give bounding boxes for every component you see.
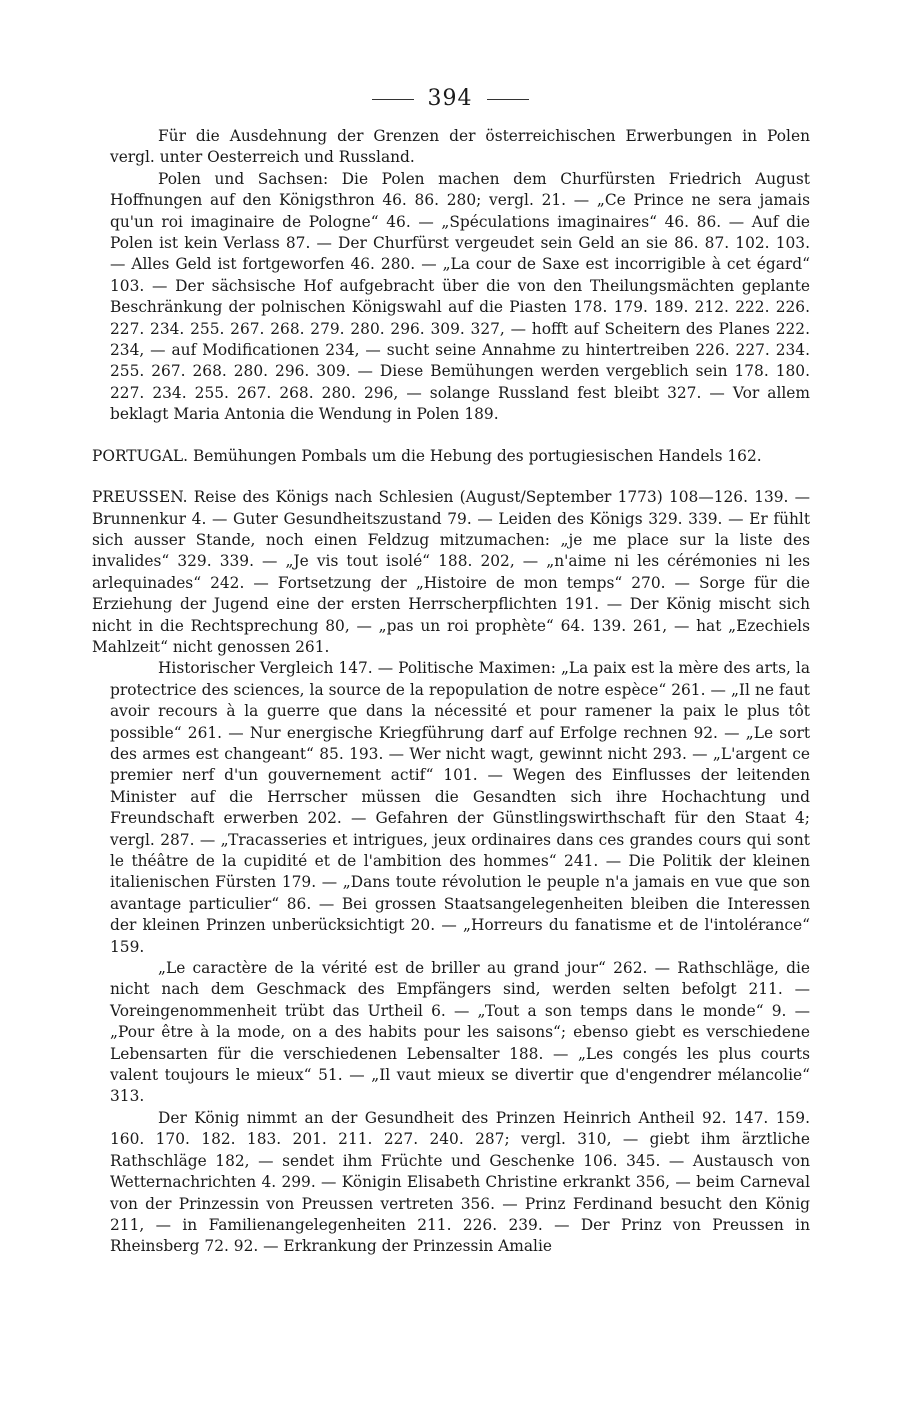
paragraph-sayings: „Le caractère de la vérité est de briller au grand jour“ 262. — Rathschläge, die nicht nach dem Geschmack des Empfängers sind, werden selten befolgt 211. — Voreingenommenheit trübt das Urtheil 6. — „Tout a son temps dans le monde“ 9. — „Pour être à la mode, on a des habits pour les saisons“; ebenso giebt es verschiedene Lebensarten für die verschiedenen Lebensalter 188. — „Les congés les plus courts valent toujours le mieux“ 51. — „Il vaut mieux se divertir que d'engendrer mélancolie“ 313.	[110, 959, 810, 1106]
left-rule	[372, 99, 414, 100]
page-number	[0, 86, 900, 111]
text-body	[92, 126, 810, 1258]
paragraph-political-maxims: Historischer Vergleich 147. — Politische Maximen: „La paix est la mère des arts, la protectrice des sciences, la source de la repopulation de notre espèce“ 261. — „Il ne faut avoir recours à la guerre que dans la nécessité et pour ramener la paix le plus tôt possible“ 261. — Nur energische Kriegführung darf auf Erfolge rechnen 92. — „Le sort des armes est changeant“ 85. 193. — Wer nicht wagt, gewinnt nicht 293. — „L'argent ce premier nerf d'un gouvernement actif“ 101. — Wegen des Einflusses der leitenden Minister auf die Herrscher müssen die Gesandten sich ihre Hochachtung und Freundschaft erwerben 202. — Gefahren der Günstlingswirthschaft für den Staat 4; vergl. 287. — „Tracasseries et intrigues, jeux ordinaires dans ces grandes cours qui sont le théâtre de la cupidité et de l'ambition des hommes“ 241. — Die Politik der kleinen italienischen Fürsten 179. — „Dans toute révolution le peuple n'a jamais en vue que son avantage particulier“ 86. — Bei grossen Staatsangelegenheiten bleiben die Interessen der kleinen Prinzen unberücksichtigt 20. — „Horreurs du fanatisme et de l'intolérance“ 159.	[110, 659, 810, 956]
entry-preussen: PREUSSEN. Reise des Königs nach Schlesien (August/September 1773) 108—126. 139. — Brunnenkur 4. — Guter Gesundheitszustand 79. — Leiden des Königs 329. 339. — Er fühlt sich ausser Stande, noch einen Feldzug mitzumachen: „je me place sur la liste des invalides“ 329. 339. — „Je vis tout isolé“ 188. 202, — „n'aime ni les cérémonies ni les arlequinades“ 242. — Fortsetzung der „Histoire de mon temps“ 270. — Sorge für die Erziehung der Jugend eine der ersten Herrscherpflichten 191. — Der König mischt sich nicht in die Rechtsprechung 80, — „pas un roi prophète“ 64. 139. 261, — hat „Ezechiels Mahlzeit“ nicht genossen 261.	[92, 488, 810, 656]
paragraph-family: Der König nimmt an der Gesundheit des Prinzen Heinrich Antheil 92. 147. 159. 160. 170. 182. 183. 201. 211. 227. 240. 287; vergl. 310, — giebt ihm ärztliche Rathschläge 182, — sendet ihm Früchte und Geschenke 106. 345. — Austausch von Wetternachrichten 4. 299. — Königin Elisabeth Christine erkrankt 356, — beim Carneval von der Prinzessin von Preussen vertreten 356. — Prinz Ferdinand besucht den König 211, — in Familienangelegenheiten 211. 226. 239. — Der Prinz von Preussen in Rheinsberg 72. 92. — Erkrankung der Prinzessin Amalie	[110, 1108, 810, 1256]
paragraph-polen-sachsen: Polen und Sachsen: Die Polen machen dem Churfürsten Friedrich August Hoffnungen auf den Königsthron 46. 86. 280; vergl. 21. — „Ce Prince ne sera jamais qu'un roi imaginaire de Pologne“ 46. — „Spéculations imaginaires“ 46. 86. — Auf die Polen ist kein Verlass 87. — Der Churfürst vergeudet sein Geld an sie 86. 87. 102. 103. — Alles Geld ist fortgeworfen 46. 280. — „La cour de Saxe est incorrigible à cet égard“ 103. — Der sächsische Hof aufgebracht über die von den Theilungsmächten geplante Beschränkung der polnischen Königswahl auf die Piasten 178. 179. 189. 212. 222. 226. 227. 234. 255. 267. 268. 279. 280. 296. 309. 327, — hofft auf Scheitern des Planes 222. 234, — auf Modificationen 234, — sucht seine Annahme zu hintertreiben 226. 227. 234. 255. 267. 268. 280. 296. 309. — Diese Bemühungen werden vergeblich sein 178. 180. 227. 234. 255. 267. 268. 280. 296, — solange Russland fest bleibt 327. — Vor allem beklagt Maria Antonia die Wendung in Polen 189.	[110, 169, 810, 424]
right-rule	[487, 99, 529, 100]
paragraph-austria-reference: Für die Ausdehnung der Grenzen der österreichischen Erwerbungen in Polen vergl. unter Oesterreich und Russland.	[110, 127, 810, 167]
entry-portugal: PORTUGAL. Bemühungen Pombals um die Hebung des portugiesischen Handels 162.	[92, 446, 762, 465]
page-number-text: 394	[427, 86, 473, 111]
